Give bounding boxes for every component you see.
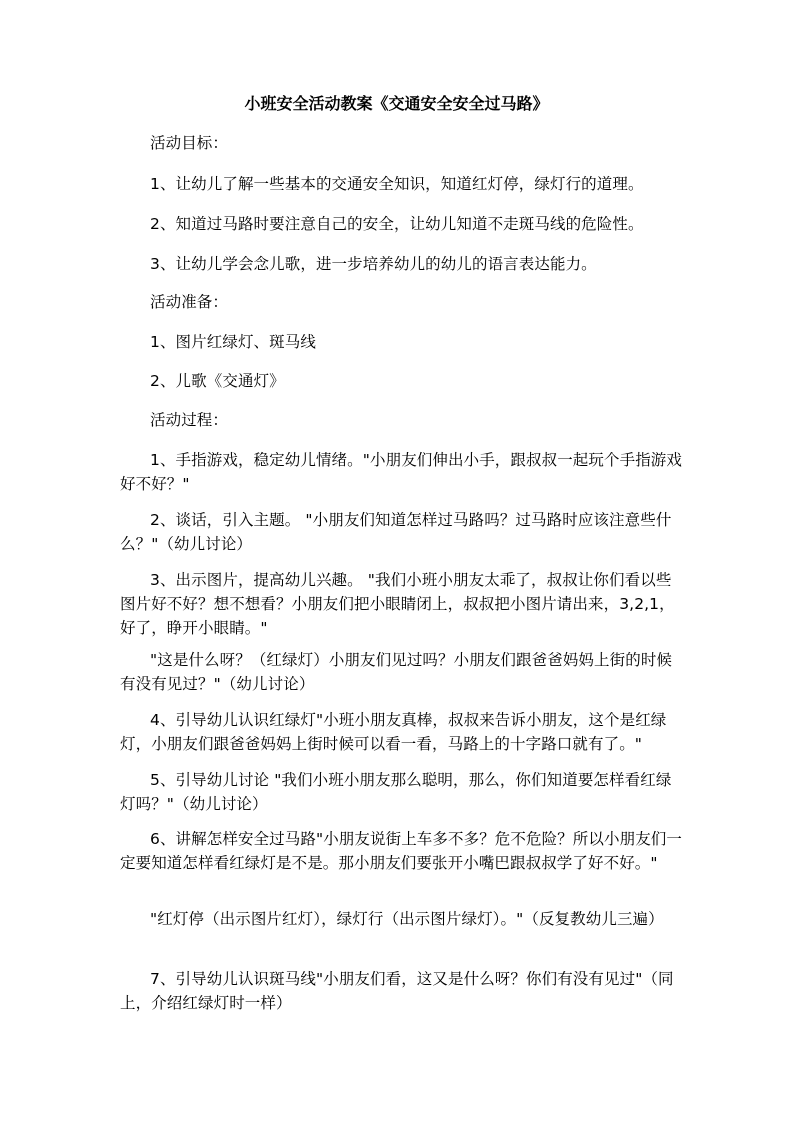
process-step-6: 6、讲解怎样安全过马路"小朋友说街上车多不多？危不危险？所以小朋友们一定要知道怎样看红绿灯是不是。那小朋友们要张开小嘴巴跟叔叔学了好不好。"	[120, 830, 682, 872]
process-step-1: 1、手指游戏，稳定幼儿情绪。"小朋友们伸出小手，跟叔叔一起玩个手指游戏好不好？"	[120, 451, 682, 493]
section-heading-objectives: 活动目标：	[150, 134, 229, 152]
objective-3: 3、让幼儿学会念儿歌，进一步培养幼儿的幼儿的语言表达能力。	[150, 255, 597, 273]
process-step-4: 4、引导幼儿认识红绿灯"小班小朋友真棒，叔叔来告诉小朋友，这个是红绿灯，小朋友们跟爸爸妈妈上街时候可以看一看，马路上的十字路口就有了。"	[120, 711, 667, 753]
preparation-1: 1、图片红绿灯、斑马线	[150, 333, 316, 351]
process-dialogue-traffic-light: "这是什么呀？（红绿灯）小朋友们见过吗？小朋友们跟爸爸妈妈上街的时候有没有见过？"（幼儿讨论）	[120, 651, 673, 693]
process-step-5: 5、引导幼儿讨论 "我们小班小朋友那么聪明，那么，你们知道要怎样看红绿灯吗？"（幼儿讨论）	[120, 771, 672, 813]
objective-1: 1、让幼儿了解一些基本的交通安全知识，知道红灯停，绿灯行的道理。	[150, 175, 644, 193]
preparation-2: 2、儿歌《交通灯》	[150, 372, 285, 390]
document-title: 小班安全活动教案《交通安全安全过马路》	[244, 94, 549, 113]
section-heading-preparation: 活动准备：	[150, 293, 229, 311]
section-heading-process: 活动过程：	[150, 411, 229, 429]
process-step-3: 3、出示图片，提高幼儿兴趣。 "我们小班小朋友太乖了，叔叔让你们看以些图片好不好？想不想看？小朋友们把小眼睛闭上，叔叔把小图片请出来，3,2,1，好了，睁开小眼睛。"	[120, 571, 675, 637]
process-dialogue-red-green: "红灯停（出示图片红灯），绿灯行（出示图片绿灯）。"（反复教幼儿三遍）	[150, 910, 664, 928]
process-step-7: 7、引导幼儿认识斑马线"小朋友们看，这又是什么呀？你们有没有见过"（同上，介绍红绿灯时一样）	[120, 970, 674, 1012]
process-step-2: 2、谈话，引入主题。 "小朋友们知道怎样过马路吗？过马路时应该注意些什么？"（幼儿讨论）	[120, 511, 672, 553]
objective-2: 2、知道过马路时要注意自己的安全，让幼儿知道不走斑马线的危险性。	[150, 215, 644, 233]
